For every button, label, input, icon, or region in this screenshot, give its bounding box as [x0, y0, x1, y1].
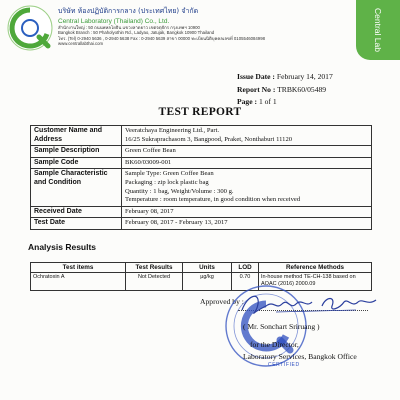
column-header: Units — [183, 263, 232, 273]
unit-cell: µg/kg — [183, 273, 232, 291]
sample-details-table — [30, 125, 372, 230]
letterhead — [58, 6, 348, 46]
column-header: Test items — [31, 263, 126, 273]
table-row — [31, 146, 372, 158]
description-label: Sample Description — [31, 146, 122, 158]
code-value: BK60/03009-001 — [122, 157, 372, 169]
temperature: Temperature : room temperature, in good condition when received — [125, 196, 301, 204]
handwritten-signature-icon — [236, 288, 386, 320]
central-lab-logo-icon — [6, 4, 54, 52]
customer-label: Customer Name and Address — [31, 126, 122, 146]
customer-name: Veeratchaya Engineering Ltd., Part. — [125, 127, 220, 134]
code-label: Sample Code — [31, 157, 122, 169]
description-value: Green Coffee Bean — [122, 146, 372, 158]
address-line-3: โทร. (Tel) 0-2940 5636 , 0-2940 5638 Fax : 0-2940 5639 สาขา 00000 ทะเบียนนิติบุคคลเลขที่ 0105546084998 — [58, 35, 265, 41]
brand-tab-label: Central Lab — [373, 8, 383, 52]
quantity: Quantity : 1 bag, Weight/Volume : 300 g. — [125, 187, 234, 195]
method-cell: In-house method TE-CH-138 based on AOAC (2016) 2000.09 — [259, 273, 372, 291]
issue-info — [237, 71, 333, 109]
characteristic-label: Sample Characteristic and Condition — [31, 169, 122, 206]
report-title: TEST REPORT — [158, 106, 242, 118]
address-line-1: สำนักงานใหญ่ : 50 ถนนพหลโยธิน แขวงลาดยาว เขตจตุจักร กรุงเทพฯ 10900 — [58, 25, 200, 30]
customer-address: 16/25 Sukraprachasom 3, Bangpood, Praket, Nonthaburi 11120 — [125, 135, 293, 143]
report-no-label: Report No : — [237, 84, 276, 94]
received-value: February 08, 2017 — [122, 206, 372, 218]
table-row — [31, 218, 372, 230]
analysis-heading: Analysis Results — [28, 242, 97, 252]
table-row — [31, 126, 372, 146]
company-name-thai: บริษัท ห้องปฏิบัติการกลาง (ประเทศไทย) จำกัด — [58, 7, 199, 15]
received-label: Received Date — [31, 206, 122, 218]
testdate-value: February 08, 2017 - February 13, 2017 — [122, 218, 372, 230]
customer-value — [122, 126, 372, 146]
table-row — [31, 206, 372, 218]
stamp-label: CERTIFIED — [268, 362, 300, 368]
results-header-row — [31, 263, 372, 273]
signer-name: ( Mr. Sonchart Sriruang ) — [243, 322, 320, 331]
column-header: Reference Methods — [259, 263, 372, 273]
company-name-english: Central Laboratory (Thailand) Co., Ltd. — [58, 18, 170, 25]
report-no-row — [237, 84, 333, 97]
column-header: Test Results — [126, 263, 183, 273]
signer-office: Laboratory Services, Bangkok Office — [243, 352, 357, 361]
report-no-value: TRBK60/05489 — [277, 84, 327, 94]
approved-by-label: Approved by : — [200, 297, 244, 306]
sample-type: Sample Type: Green Coffee Bean — [125, 170, 214, 178]
issue-date-label: Issue Date : — [237, 72, 275, 81]
address-line-2: Bangkok Branch : 50 Phaholyothin Rd., Ladyao, Jatujak, Bangkok 10900 Thailand — [58, 30, 215, 36]
results-table — [30, 262, 372, 291]
page-label: Page : — [237, 97, 258, 106]
website: www.centrallabthai.com — [58, 40, 104, 46]
issue-date-value: February 14, 2017 — [276, 72, 333, 81]
column-header: LOD — [232, 263, 259, 273]
page-value: 1 of 1 — [258, 97, 277, 106]
test-result-cell: Not Detected — [126, 273, 183, 291]
testdate-label: Test Date — [31, 218, 122, 230]
table-row — [31, 157, 372, 169]
packaging: Packaging : zip lock plastic bag — [125, 178, 209, 186]
characteristic-value — [122, 169, 372, 206]
issue-date-row — [237, 71, 333, 84]
brand-tab — [356, 0, 400, 60]
test-item-cell: Ochratoxin A — [31, 273, 126, 291]
lod-cell: 0.70 — [232, 273, 259, 291]
signer-role: for the Director, — [250, 340, 299, 349]
table-row — [31, 169, 372, 206]
